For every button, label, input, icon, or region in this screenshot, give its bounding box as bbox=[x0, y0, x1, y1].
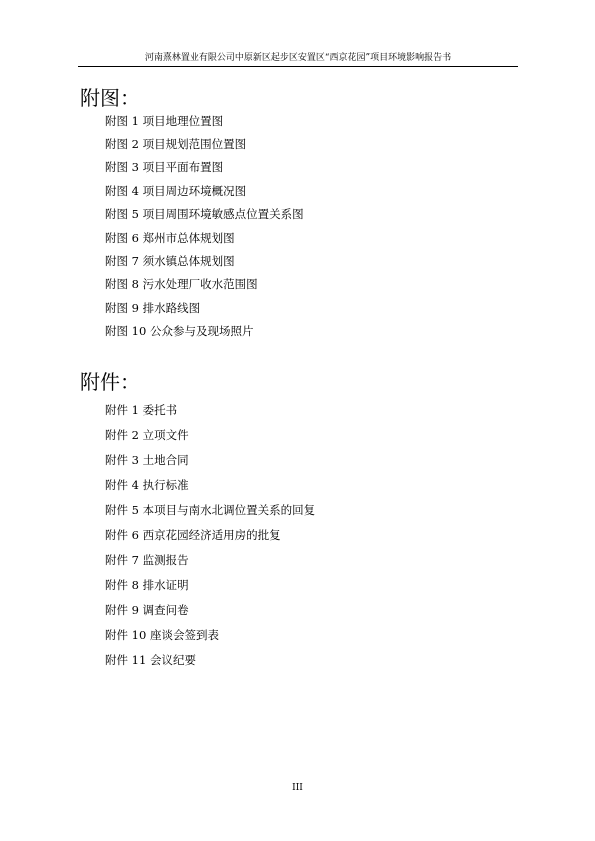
figure-item: 附图 3 项目平面布置图 bbox=[105, 160, 224, 174]
figure-item: 附图 5 项目周围环境敏感点位置关系图 bbox=[105, 207, 304, 221]
document-header: 河南熹林置业有限公司中原新区起步区安置区“西京花园”项目环境影响报告书 bbox=[144, 53, 452, 63]
attachment-item: 附件 9 调查问卷 bbox=[105, 603, 189, 617]
figure-item: 附图 1 项目地理位置图 bbox=[105, 114, 224, 128]
attachment-item: 附件 2 立项文件 bbox=[105, 428, 189, 442]
attachment-item: 附件 8 排水证明 bbox=[105, 578, 189, 592]
attachment-item: 附件 7 监测报告 bbox=[105, 553, 189, 567]
figure-item: 附图 4 项目周边环境概况图 bbox=[105, 184, 247, 198]
figure-item: 附图 2 项目规划范围位置图 bbox=[105, 137, 247, 151]
attachment-item: 附件 11 会议纪要 bbox=[105, 653, 196, 667]
header-divider bbox=[78, 66, 518, 67]
attachment-item: 附件 4 执行标准 bbox=[105, 478, 189, 492]
attachment-item: 附件 3 土地合同 bbox=[105, 453, 189, 467]
attachment-item: 附件 10 座谈会签到表 bbox=[105, 628, 219, 642]
attachment-item: 附件 6 西京花园经济适用房的批复 bbox=[105, 528, 281, 542]
figure-item: 附图 6 郑州市总体规划图 bbox=[105, 231, 235, 245]
figure-item: 附图 8 污水处理厂收水范围图 bbox=[105, 277, 258, 291]
page-number: III bbox=[292, 783, 303, 793]
attachment-item: 附件 5 本项目与南水北调位置关系的回复 bbox=[105, 503, 316, 517]
figures-section-title: 附图： bbox=[80, 86, 140, 110]
attachment-item: 附件 1 委托书 bbox=[105, 403, 178, 417]
attachments-section-title: 附件： bbox=[80, 370, 140, 394]
figure-item: 附图 7 须水镇总体规划图 bbox=[105, 254, 235, 268]
figure-item: 附图 10 公众参与及现场照片 bbox=[105, 324, 254, 338]
figure-item: 附图 9 排水路线图 bbox=[105, 301, 201, 315]
